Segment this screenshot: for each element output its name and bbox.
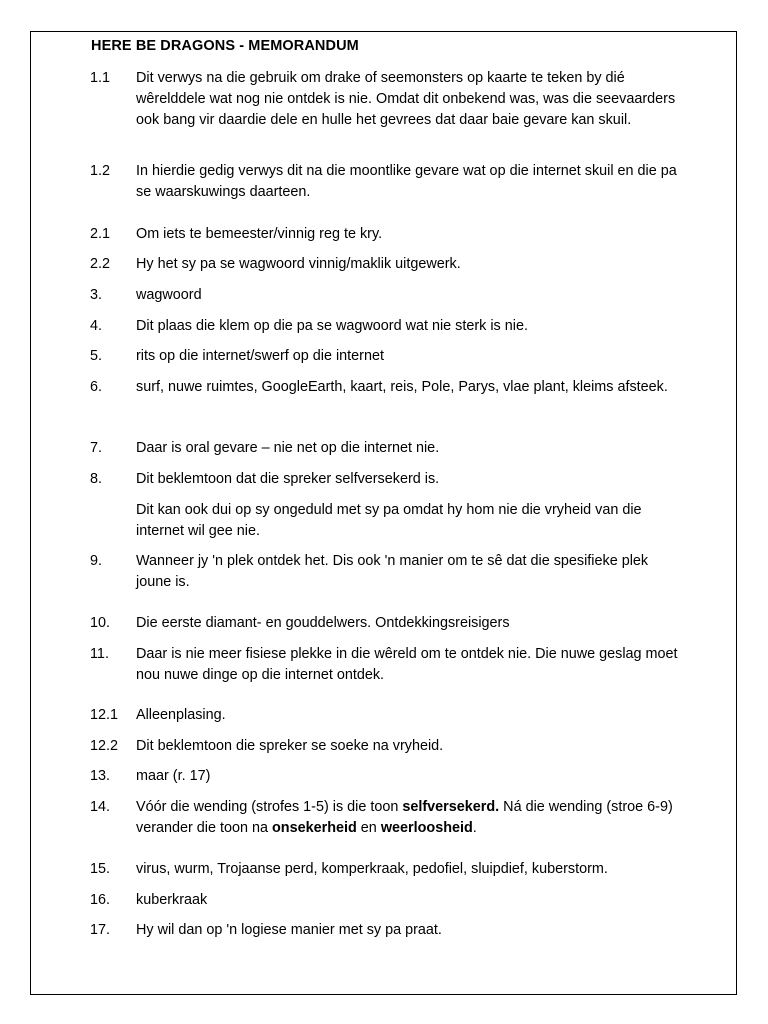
list-item [90, 736, 690, 757]
item-text: maar (r. 17) [136, 768, 211, 784]
item-number: 4. [90, 318, 103, 334]
bold-term-onsekerheid: onsekerheid [272, 820, 357, 836]
item-text: wagwoord [136, 287, 202, 303]
item-number: 1.1 [90, 70, 111, 86]
text-segment: Vóór die wending (strofes 1-5) is die toon [136, 799, 403, 815]
list-item [90, 161, 690, 203]
item-number: 8. [90, 471, 103, 487]
list-item [90, 316, 690, 337]
item-text: Alleenplasing. [136, 707, 226, 723]
item-text: Wanneer jy 'n plek ontdek het. Dis ook 'n manier om te sê dat die spesifieke plek joune is. [136, 553, 649, 590]
item-number: 1.2 [90, 163, 111, 179]
memorandum-title: HERE BE DRAGONS - MEMORANDUM [91, 38, 359, 54]
item-text: rits op die internet/swerf op die internet [136, 348, 384, 364]
list-item [90, 224, 690, 245]
item-text: Hy het sy pa se wagwoord vinnig/maklik uitgewerk. [136, 256, 461, 272]
item-number: 2.2 [90, 256, 111, 272]
list-item [90, 797, 690, 839]
list-item [90, 644, 690, 686]
item-number: 11. [90, 646, 109, 662]
item-text: Dit verwys na die gebruik om drake of seemonsters op kaarte te teken by dié wêrelddele wat nog nie ontdek is nie. Omdat dit onbekend was, was die seevaarders ook bang vir daardie dele en hulle het gevrees dat daar baie gevare kan skuil. [136, 70, 676, 128]
text-segment: Ná die wending (stroe 6-9) verander die toon na [136, 799, 673, 836]
list-item [90, 890, 690, 911]
item-number: 9. [90, 553, 103, 569]
bold-term-weerloosheid: weerloosheid [380, 820, 473, 836]
item-text: Die eerste diamant- en gouddelwers. Ontdekkingsreisigers [136, 615, 510, 631]
item-text: Dit plaas die klem op die pa se wagwoord wat nie sterk is nie. [136, 318, 528, 334]
list-item [90, 285, 690, 306]
item-text: kuberkraak [136, 892, 208, 908]
item-number: 5. [90, 348, 103, 364]
item-text: Hy wil dan op 'n logiese manier met sy pa praat. [136, 922, 442, 938]
item-number: 2.1 [90, 226, 111, 242]
item-number: 7. [90, 440, 103, 456]
list-item [90, 377, 690, 398]
text-segment: . [472, 820, 477, 836]
item-number: 14. [90, 799, 111, 815]
list-item [90, 469, 690, 490]
text-segment: en [356, 820, 381, 836]
item-text: virus, wurm, Trojaanse perd, komperkraak, pedofiel, sluipdief, kuberstorm. [136, 861, 608, 877]
list-item [90, 859, 690, 880]
bold-term-selfversekerd: selfversekerd. [402, 799, 500, 815]
item-number: 16. [90, 892, 111, 908]
item-number: 12.2 [90, 738, 119, 754]
item-number: 13. [90, 768, 111, 784]
item-text [136, 797, 686, 839]
item-text: Daar is oral gevare – nie net op die internet nie. [136, 440, 440, 456]
list-item [90, 254, 690, 275]
item-number: 6. [90, 379, 103, 395]
list-item [90, 766, 690, 787]
item-number: 17. [90, 922, 111, 938]
list-item [90, 68, 690, 131]
item-text: Dit beklemtoon dat die spreker selfversekerd is. [136, 471, 440, 487]
item-number: 3. [90, 287, 103, 303]
list-item [90, 500, 690, 542]
item-number: 12.1 [90, 707, 119, 723]
list-item [90, 920, 690, 941]
item-text: Dit kan ook dui op sy ongeduld met sy pa omdat hy hom nie die vryheid van die internet wil gee nie. [136, 502, 642, 539]
list-item [90, 551, 690, 593]
item-number: 15. [90, 861, 111, 877]
list-item [90, 346, 690, 367]
item-text: surf, nuwe ruimtes, GoogleEarth, kaart, reis, Pole, Parys, vlae plant, kleims afsteek. [136, 379, 668, 395]
item-text: Om iets te bemeester/vinnig reg te kry. [136, 226, 383, 242]
item-text: Dit beklemtoon die spreker se soeke na vryheid. [136, 738, 444, 754]
item-number: 10. [90, 615, 111, 631]
list-item [90, 438, 690, 459]
item-text: In hierdie gedig verwys dit na die moontlike gevare wat op die internet skuil en die pa se waarskuwings daarteen. [136, 163, 677, 200]
list-item [90, 613, 690, 634]
item-text: Daar is nie meer fisiese plekke in die wêreld om te ontdek nie. Die nuwe geslag moet nou nuwe dinge op die internet ontdek. [136, 646, 678, 683]
list-item [90, 705, 690, 726]
